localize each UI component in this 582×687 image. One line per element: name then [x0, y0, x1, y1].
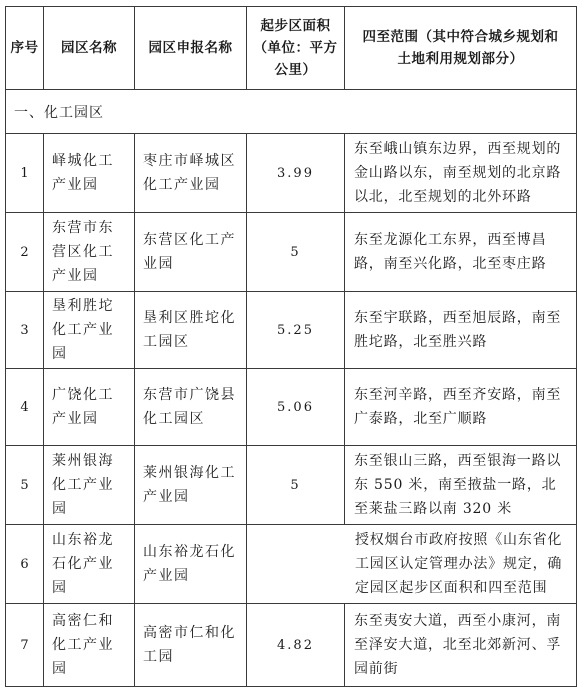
row-name: 东营市东营区化工产业园 — [44, 213, 135, 292]
row-applied-name: 莱州银海化工产业园 — [135, 446, 247, 525]
header-area: 起步区面积（单位：平方公里） — [247, 7, 345, 90]
row-no: 2 — [6, 213, 44, 292]
row-applied-name: 东营市广饶县化工园区 — [135, 369, 247, 446]
row-no: 4 — [6, 369, 44, 446]
table-row — [6, 213, 577, 292]
row-applied-name: 枣庄市峄城区化工产业园 — [135, 134, 247, 213]
table-row — [6, 525, 577, 604]
table-row — [6, 134, 577, 213]
row-area: 3.99 — [247, 134, 345, 213]
row-applied-name: 高密市仁和化工园 — [135, 604, 247, 687]
row-area: 5.25 — [247, 292, 345, 369]
row-boundary: 东至峨山镇东边界，西至规划的金山路以东，南至规划的北京路以北，北至规划的北外环路 — [345, 134, 577, 213]
row-name: 山东裕龙石化产业园 — [44, 525, 135, 604]
row-name: 高密仁和化工产业园 — [44, 604, 135, 687]
row-boundary: 授权烟台市政府按照《山东省化工园区认定管理办法》规定，确定园区起步区面积和四至范围 — [247, 525, 577, 604]
table-row — [6, 292, 577, 369]
row-name: 峄城化工产业园 — [44, 134, 135, 213]
row-no: 6 — [6, 525, 44, 604]
row-applied-name: 东营区化工产业园 — [135, 213, 247, 292]
row-boundary: 东至河辛路，西至齐安路，南至广泰路，北至广顺路 — [345, 369, 577, 446]
row-boundary: 东至银山三路，西至银海一路以东 550 米，南至掖盐一路，北至莱盐三路以南 320 米 — [345, 446, 577, 525]
row-area: 5 — [247, 213, 345, 292]
row-no: 1 — [6, 134, 44, 213]
header-no: 序号 — [6, 7, 44, 90]
row-area: 5.06 — [247, 369, 345, 446]
row-applied-name: 山东裕龙石化产业园 — [135, 525, 247, 604]
section-title: 一、化工园区 — [6, 90, 577, 134]
row-no: 3 — [6, 292, 44, 369]
section-row — [6, 90, 577, 134]
table-row — [6, 446, 577, 525]
row-boundary: 东至夷安大道，西至小康河，南至泽安大道，北至北郊新河、孚园前街 — [345, 604, 577, 687]
row-area: 4.82 — [247, 604, 345, 687]
header-applied-name: 园区申报名称 — [135, 7, 247, 90]
row-boundary: 东至龙源化工东界，西至博昌路，南至兴化路，北至枣庄路 — [345, 213, 577, 292]
header-name: 园区名称 — [44, 7, 135, 90]
row-boundary: 东至宇联路，西至旭辰路，南至胜坨路，北至胜兴路 — [345, 292, 577, 369]
row-applied-name: 垦利区胜坨化工园区 — [135, 292, 247, 369]
row-no: 7 — [6, 604, 44, 687]
row-name: 垦利胜坨化工产业园 — [44, 292, 135, 369]
table-row — [6, 604, 577, 687]
row-name: 广饶化工产业园 — [44, 369, 135, 446]
park-table — [5, 6, 577, 687]
row-name: 莱州银海化工产业园 — [44, 446, 135, 525]
header-row — [6, 7, 577, 90]
header-boundary: 四至范围（其中符合城乡规划和土地利用规划部分） — [345, 7, 577, 90]
row-no: 5 — [6, 446, 44, 525]
table-row — [6, 369, 577, 446]
row-area: 5 — [247, 446, 345, 525]
